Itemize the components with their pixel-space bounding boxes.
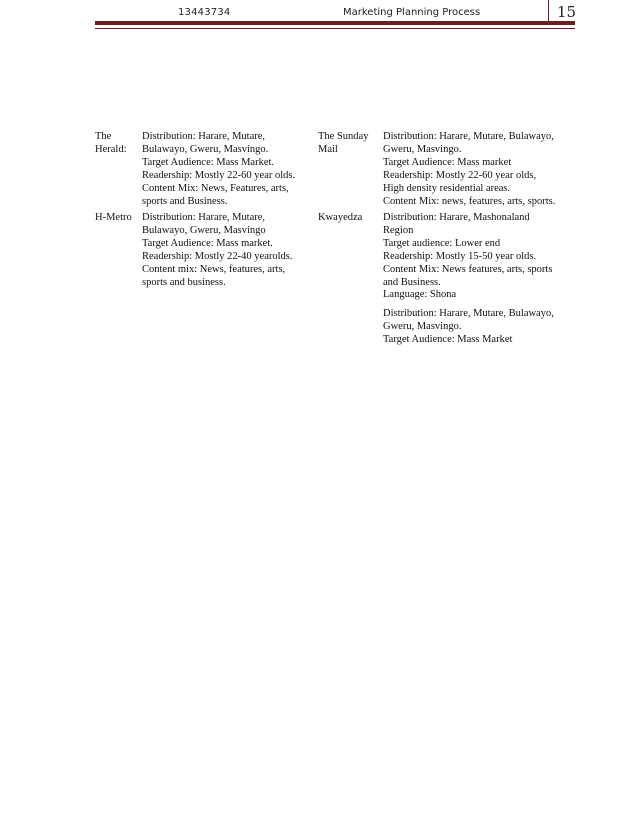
newspaper-details-the-sunday-mail bbox=[383, 131, 555, 208]
name-line: Herald: bbox=[95, 143, 127, 155]
detail-line: Readership: Mostly 22-40 yearolds. bbox=[142, 250, 293, 262]
detail-line: Readership: Mostly 15-50 year olds. bbox=[383, 250, 537, 262]
name-line: The bbox=[95, 131, 112, 142]
detail-line: Readership: Mostly 22-60 year olds, bbox=[383, 169, 537, 181]
header-rule-thin bbox=[95, 28, 575, 29]
detail-line: Content Mix: News, Features, arts, bbox=[142, 182, 289, 194]
detail-line: Content mix: News, features, arts, bbox=[142, 263, 286, 275]
newspaper-details-the-herald bbox=[142, 131, 295, 208]
detail-line: sports and Business. bbox=[142, 195, 228, 207]
detail-line: and Business. bbox=[383, 276, 441, 288]
detail-line: Distribution: Harare, Mutare, Bulawayo, bbox=[383, 308, 554, 319]
name-line: H-Metro bbox=[95, 212, 132, 223]
newspaper-name-the-sunday-mail bbox=[318, 131, 368, 157]
detail-line: Distribution: Harare, Mutare, Bulawayo, bbox=[383, 131, 554, 142]
detail-line: Target Audience: Mass Market. bbox=[142, 156, 275, 168]
detail-line: Bulawayo, Gweru, Masvingo. bbox=[142, 143, 269, 155]
page-number: 15 bbox=[557, 3, 577, 21]
detail-line: Bulawayo, Gweru, Masvingo bbox=[142, 224, 266, 236]
detail-line: Distribution: Harare, Mashonaland bbox=[383, 212, 530, 223]
detail-line: Gweru, Masvingo. bbox=[383, 143, 462, 155]
name-line: Kwayedza bbox=[318, 212, 363, 223]
newspaper-name-kwayedza bbox=[318, 212, 362, 225]
detail-line: Gweru, Masvingo. bbox=[383, 320, 462, 332]
detail-line: Readership: Mostly 22-60 year olds. bbox=[142, 169, 296, 181]
name-line: The Sunday bbox=[318, 131, 369, 142]
detail-line: Language: Shona bbox=[383, 289, 457, 301]
detail-line: Content Mix: News features, arts, sports bbox=[383, 263, 553, 275]
document-id: 13443734 bbox=[178, 7, 231, 18]
detail-line: Distribution: Harare, Mutare, bbox=[142, 212, 266, 223]
detail-line: Target Audience: Mass Market bbox=[383, 333, 513, 345]
name-line: Mail bbox=[318, 143, 338, 155]
detail-line: Content Mix: news, features, arts, sports. bbox=[383, 195, 556, 207]
detail-line: sports and business. bbox=[142, 276, 226, 288]
detail-line: Distribution: Harare, Mutare, bbox=[142, 131, 266, 142]
header-divider bbox=[548, 0, 549, 22]
running-title: Marketing Planning Process bbox=[343, 7, 481, 18]
newspaper-name-h-metro bbox=[95, 212, 132, 225]
detail-line: Target Audience: Mass market. bbox=[142, 237, 273, 249]
newspaper-name-the-herald bbox=[95, 131, 127, 157]
newspaper-details-kwayedza bbox=[383, 212, 552, 302]
detail-line: Region bbox=[383, 224, 414, 236]
detail-line: Target Audience: Mass market bbox=[383, 156, 512, 168]
trailing-details bbox=[383, 308, 554, 347]
header-rule-thick bbox=[95, 21, 575, 25]
detail-line: High density residential areas. bbox=[383, 182, 511, 194]
newspaper-details-h-metro bbox=[142, 212, 292, 289]
page-header bbox=[0, 0, 638, 36]
detail-line: Target audience: Lower end bbox=[383, 237, 501, 249]
